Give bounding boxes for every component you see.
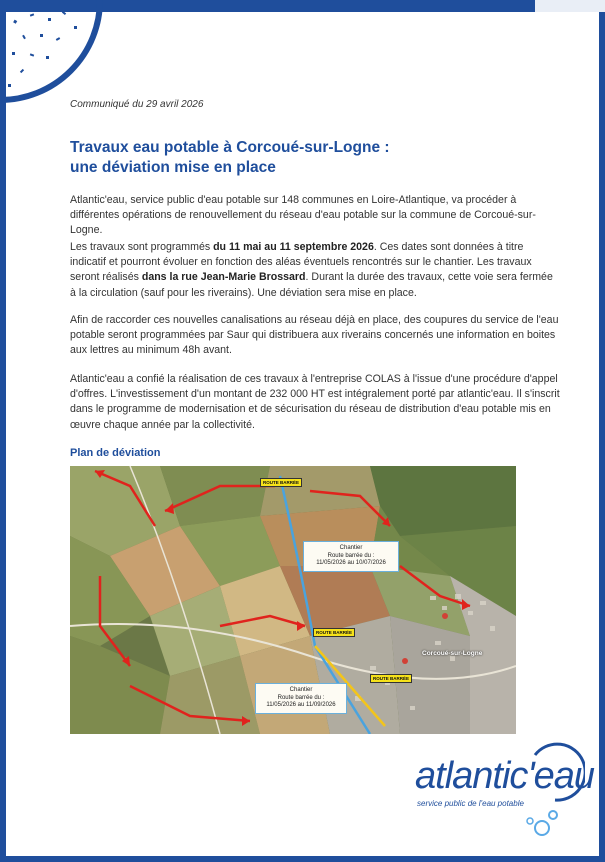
paragraph-schedule: Les travaux sont programmés du 11 mai au 11 septembre 2026. Ces dates sont données à titre indicatif et pourront évoluer en fonction des aléas éventuels rencontrés sur le chantier. Les travaux seront réalisés dans la rue Jean-Marie Brossard. Durant la durée des travaux, cette voie sera fermée à la circulation (sauf pour les riverains). Une déviation sera mise en place. (70, 241, 553, 299)
road-closed-sign: ROUTE BARRÉE (370, 674, 412, 683)
logo-tagline: service public de l'eau potable (417, 799, 524, 808)
deviation-map (70, 466, 516, 734)
title-line-1: Travaux eau potable à Corcoué-sur-Logne : (70, 139, 390, 156)
schedule-dates: du 11 mai au 11 septembre 2026 (213, 241, 374, 253)
worksite-callout-2: Chantier Route barrée du : 11/05/2026 au 11/09/2026 (255, 683, 347, 714)
atlanticeau-logo (405, 735, 595, 845)
communique-date: Communiqué du 29 avril 2026 (70, 99, 204, 110)
page-title (70, 138, 540, 178)
section-title-deviation-plan: Plan de déviation (70, 447, 161, 459)
town-label: Corcoué-sur-Logne (422, 650, 483, 657)
logo-wordmark: atlantic'eau (415, 755, 595, 797)
corner-decoration (0, 0, 110, 110)
worksite-callout-1: Chantier Route barrée du : 11/05/2026 au 10/07/2026 (303, 541, 399, 572)
road-closed-sign: ROUTE BARRÉE (313, 628, 355, 637)
street-name: dans la rue Jean-Marie Brossard (141, 271, 306, 284)
road-closed-sign: ROUTE BARRÉE (260, 478, 302, 487)
paragraph-intro: Atlantic'eau, service public d'eau potable sur 148 communes en Loire-Atlantique, va procéder à différentes opérations de renouvellement du réseau d'eau potable sur la commune de Corcoué-sur-Logne. (70, 194, 536, 237)
paragraph-service-cuts: Afin de raccorder ces nouvelles canalisations au réseau déjà en place, des coupures du service de l'eau potable seront programmées par Saur qui distribuera aux riverains concernés une information en boites aux lettres au minimum 48h avant. (70, 314, 559, 357)
top-right-corner (535, 0, 605, 12)
title-line-2: une déviation mise en place (70, 159, 276, 176)
paragraph-investment: Atlantic'eau a confié la réalisation de ces travaux à l'entreprise COLAS à l'issue d'une procédure d'appel d'offres. L'investissement d'un montant de 232 000 HT est intégralement porté par atlantic'eau. Il s'inscrit dans le programme de modernisation et de sécurisation du réseau de distribution d'eau potable mis en œuvre chaque année par la collectivité. (70, 373, 560, 431)
